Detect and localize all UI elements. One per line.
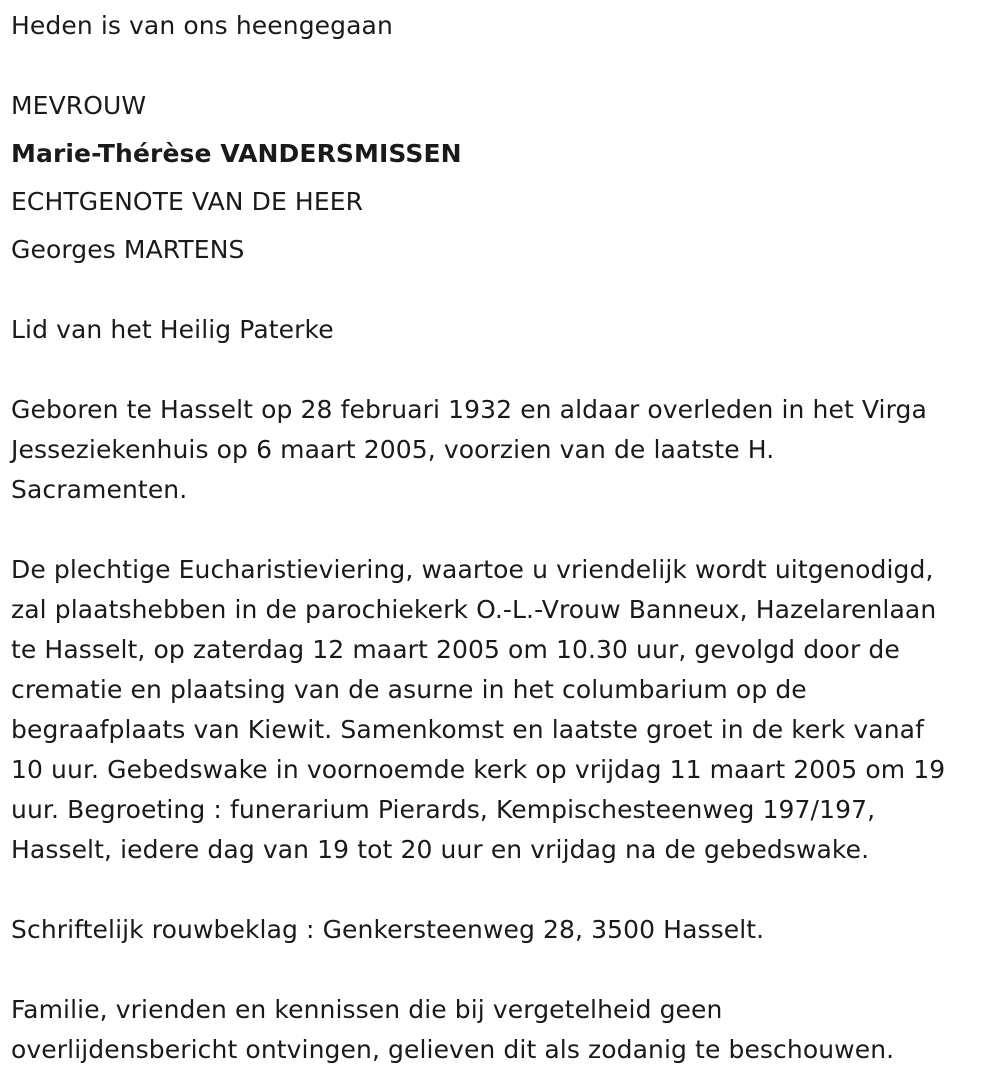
intro-text: Heden is van ons heengegaan <box>11 11 393 40</box>
spouse-label: ECHTGENOTE VAN DE HEER <box>11 187 364 216</box>
closing-line: overlijdensbericht ontvingen, gelieven dit als zodanig te beschouwen. <box>11 1035 895 1064</box>
birth-line: Geboren te Hasselt op 28 februari 1932 en aldaar overleden in het Virga <box>11 395 927 424</box>
closing-line: Familie, vrienden en kennissen die bij vergetelheid geen <box>11 995 723 1024</box>
ceremony-line: begraafplaats van Kiewit. Samenkomst en laatste groet in de kerk vanaf <box>11 715 924 744</box>
birth-line: Sacramenten. <box>11 475 188 504</box>
birth-line: Jesseziekenhuis op 6 maart 2005, voorzien van de laatste H. <box>11 435 775 464</box>
membership-text: Lid van het Heilig Paterke <box>11 315 334 344</box>
ceremony-line: De plechtige Eucharistieviering, waartoe u vriendelijk wordt uitgenodigd, <box>11 555 934 584</box>
ceremony-line: uur. Begroeting : funerarium Pierards, Kempischesteenweg 197/197, <box>11 795 876 824</box>
ceremony-line: te Hasselt, op zaterdag 12 maart 2005 om 10.30 uur, gevolgd door de <box>11 635 900 664</box>
title-text: MEVROUW <box>11 91 147 120</box>
ceremony-line: crematie en plaatsing van de asurne in het columbarium op de <box>11 675 807 704</box>
deceased-name: Marie-Thérèse VANDERSMISSEN <box>11 139 462 168</box>
ceremony-line: Hasselt, iedere dag van 19 tot 20 uur en vrijdag na de gebedswake. <box>11 835 870 864</box>
condolence-address: Schriftelijk rouwbeklag : Genkersteenweg 28, 3500 Hasselt. <box>11 915 765 944</box>
ceremony-line: zal plaatshebben in de parochiekerk O.-L.-Vrouw Banneux, Hazelarenlaan <box>11 595 937 624</box>
spouse-name: Georges MARTENS <box>11 235 245 264</box>
ceremony-line: 10 uur. Gebedswake in voornoemde kerk op vrijdag 11 maart 2005 om 19 <box>11 755 946 784</box>
